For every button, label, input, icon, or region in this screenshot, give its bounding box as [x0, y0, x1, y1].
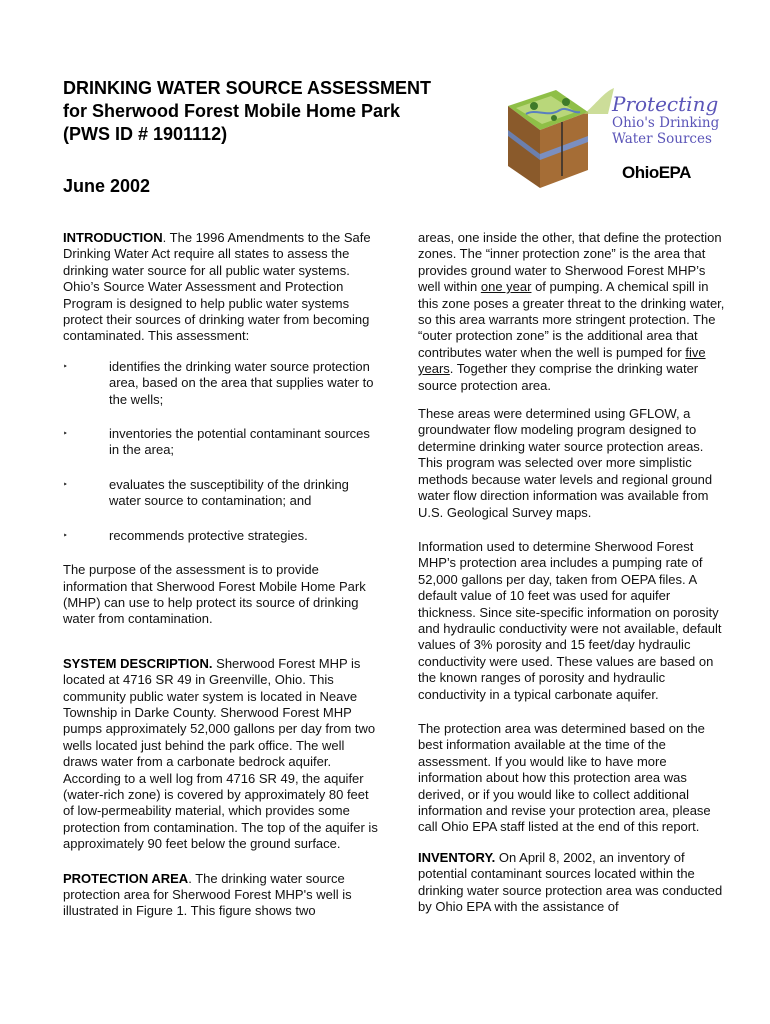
protection-zones-paragraph: areas, one inside the other, that define the protection zones. The “inner protection zone” is the area that provides ground water to Sherwood Forest MHP’s well within one year of pumping. A chemical spill in this zone poses a greater threat to the drinking water, so this area warrants more stringent protection. The “outer protection zone” is the additional area that contributes water when the well is pumped for five years. Together they comprise the drinking water source protection area. — [418, 230, 725, 393]
contact-paragraph: The protection area was determined based on the best information available at the time of the assessment. If you would like to have more information about how this protection area was derived, or if you would like to collect additional information and revise your protection area, please call Ohio EPA staff listed at the end of this report. — [418, 720, 711, 835]
logo-line-water: Water Sources — [612, 131, 712, 147]
bullet-item: ‣ identifies the drinking water source protection area, based on the area that supplies water to the wells; — [63, 358, 374, 407]
logo-line-ohio: Ohio's Drinking — [612, 115, 720, 131]
purpose-paragraph: The purpose of the assessment is to provide information that Sherwood Forest Mobile Home Park (MHP) can use to help protect its source of drinking water from contamination. — [63, 562, 366, 627]
bullet-item: ‣ recommends protective strategies. — [63, 527, 308, 543]
bullet-icon: ‣ — [63, 479, 68, 489]
bullet-icon: ‣ — [63, 361, 68, 371]
bullet-item: ‣ evaluates the susceptibility of the drinking water source to contamination; and — [63, 476, 349, 509]
title-block — [63, 77, 503, 146]
pws-id: (PWS ID # 1901112) — [63, 124, 228, 144]
document-date: June 2002 — [63, 176, 151, 196]
logo-line-protecting: Protecting — [612, 92, 719, 116]
system-description-paragraph: SYSTEM DESCRIPTION. Sherwood Forest MHP is located at 4716 SR 49 in Greenville, Ohio. This community public water system is located in Neave Township in Darke County. Sherwood Forest MHP pumps approximately 52,000 gallons per day from two wells located just behind the park office. The well draws water from a carbonate bedrock aquifer. According to a well log from 4716 SR 49, the aquifer (water-rich zone) is covered by approximately 80 feet of low-permeability material, which provides some protection from contamination. The top of the aquifer is approximately 90 feet below the ground surface. — [63, 655, 378, 852]
intro-text: . The 1996 Amendments to the Safe Drinking Water Act require all states to assess the drinking water source for all public water systems. Ohio’s Source Water Assessment and Protection Program is designed to help public water systems protect their sources of drinking water from becoming contaminated. This assessment: — [63, 230, 371, 344]
bullet-item: ‣ inventories the potential contaminant sources in the area; — [63, 426, 370, 458]
document-subtitle: for Sherwood Forest Mobile Home Park — [63, 101, 401, 121]
system-heading: SYSTEM DESCRIPTION. — [63, 655, 213, 671]
intro-paragraph — [63, 230, 381, 345]
protection-heading: PROTECTION AREA — [63, 870, 189, 886]
protection-area-paragraph: PROTECTION AREA. The drinking water source protection area for Sherwood Forest MHP's well is illustrated in Figure 1. This figure shows two — [63, 870, 352, 919]
logo-text — [612, 94, 732, 147]
bullet-icon: ‣ — [63, 429, 68, 439]
left-column — [63, 230, 381, 920]
right-column — [418, 230, 726, 915]
bullet-icon: ‣ — [63, 530, 68, 540]
inventory-paragraph: INVENTORY. On April 8, 2002, an inventory of potential contaminant sources located within the drinking water source protection area was conducted by Ohio EPA with the assistance of — [418, 849, 723, 915]
ohio-epa-logo: OhioEPA — [622, 163, 691, 182]
intro-heading: INTRODUCTION — [63, 230, 163, 245]
inventory-heading: INVENTORY. — [418, 849, 496, 865]
gflow-paragraph: These areas were determined using GFLOW, a groundwater flow modeling program designed to determine drinking water source protection areas. This program was selected over more simplistic methods because water levels and regional ground water flow direction information was available from U.S. Geological Survey maps. — [418, 406, 713, 520]
document-title: DRINKING WATER SOURCE ASSESSMENT — [63, 78, 432, 98]
pumping-info-paragraph: Information used to determine Sherwood Forest MHP’s protection area includes a pumping rate of 52,000 gallons per day, taken from OEPA files. A default value of 10 feet was used for aquifer thickness. Since site-specific information on porosity and hydraulic conductivity were not available, default values of 3% porosity and 15 feet/day hydraulic conductivity were used. These values are based on the known ranges of porosity and hydraulic conductivity in a typical carbonate aquifer. — [418, 538, 722, 702]
